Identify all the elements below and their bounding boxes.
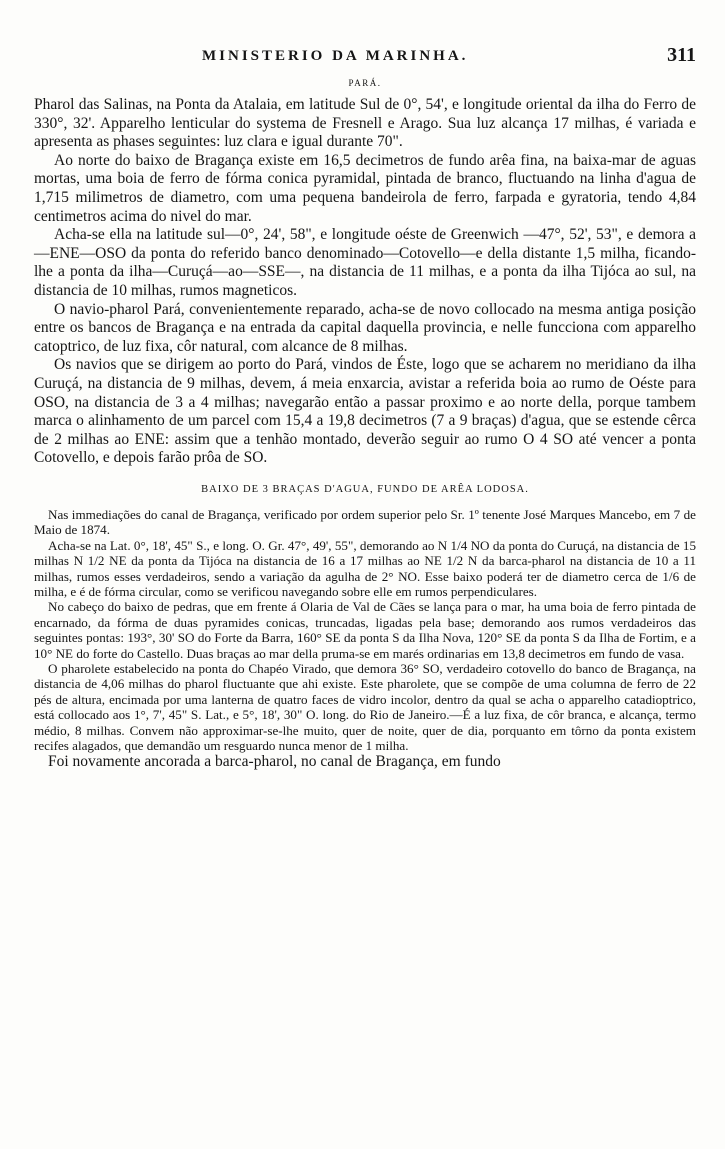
- paragraph-pharolete: O pharolete estabelecido na ponta do Chapéo Virado, que demora 36° SO, verdadeiro cotovello do banco de Bragança, na distancia de 4,06 milhas do pharol fluctuante que ahi existe. Este pharolete, que se compõe de uma columna de ferro de 22 pés de altura, encimada por uma lanterna de quatro faces de vidro incolor, dentro da qual se acha o apparelho catadioptrico, está collocado aos 1°, 7', 45" S. Lat., e 5°, 18', 30" O. long. do Rio de Janeiro.—É a luz fixa, de côr branca, e alcança, termo médio, 8 milhas. Convem não approximar-se-lhe muito, quer de noite, quer de dia, porquanto em tôrno da ponta existem recifes alagados, que demandão um resguardo nunca menor de 1 milha.: [34, 660, 696, 753]
- paragraph-navio-pharol: O navio-pharol Pará, convenientemente reparado, acha-se de novo collocado na mesma antiga posição entre os bancos de Bragança e na entrada da capital daquella provincia, e nelle funcciona com apparelho catoptrico, de luz fixa, côr natural, com alcance de 8 milhas.: [34, 300, 696, 355]
- document-page: [34, 44, 696, 771]
- paragraph-cabeco: No cabeço do baixo de pedras, que em frente á Olaria de Val de Cães se lança para o mar, ha uma boia de ferro pintada de encarnado, da fórma de duas pyramides conicas, truncadas, ligadas pela base; demorando aos rumos verdadeiros das seguintes pontas: 193°, 30' SO do Forte da Barra, 160° SE da ponta S da Ilha Nova, 120° SE da ponta S da Ilha de Fortim, e a 10° NE do forte do Castello. Duas braças ao mar della pruma-se em marés ordinarias em 13,8 decimetros em fundo de vasa.: [34, 599, 696, 661]
- paragraph-immediacoes: Nas immediações do canal de Bragança, verificado por ordem superior pelo Sr. 1º tenente José Marques Mancebo, em 7 de Maio de 1874.: [34, 506, 696, 538]
- paragraph-acha-se: Acha-se na Lat. 0°, 18', 45" S., e long. O. Gr. 47°, 49', 55", demorando ao N 1/4 NO da ponta do Curuçá, na distancia de 15 milhas N 1/2 NE da ponta da Tijóca na distancia de 16 a 17 milhas ao NE 1/2 N da barca-pharol na distancia de 10 a 11 milhas, rumos esses verdadeiros, sendo a variação da agulha de 2° NO. Esse baixo poderá ter de diametro cerca de 1/6 de milha, e é de fórma circular, como se verificou navegando sobre elle em rumos perpendiculares.: [34, 537, 696, 599]
- running-title: MINISTERIO DA MARINHA.: [202, 48, 469, 64]
- subheading-baixo: BAIXO DE 3 BRAÇAS D'AGUA, FUNDO DE ARÊA LODOSA.: [201, 483, 529, 495]
- paragraph-barca-pharol: Foi novamente ancorada a barca-pharol, no canal de Bragança, em fundo: [48, 753, 501, 771]
- paragraph-navios: Os navios que se dirigem ao porto do Pará, vindos de Éste, logo que se acharem no meridiano da ilha Curuçá, na distancia de 9 milhas, devem, á meia enxarcia, avistar a referida boia ao rumo de Oéste para OSO, na distancia de 3 a 4 milhas; navegarão então a passar proximo e ao norte della, porque tambem marca o alinhamento de um parcel com 15,4 a 19,8 decimetros (7 a 9 braças) d'agua, que se estende cêrca de 2 milhas ao ENE: assim que a tenhão montado, deverão seguir ao rumo O 4 SO até vencer a ponta Cotovello, e depois farão prôa de SO.: [34, 356, 696, 467]
- paragraph-pharol-salinas: Pharol das Salinas, na Ponta da Atalaia, em latitude Sul de 0°, 54', e longitude oriental da ilha do Ferro de 330°, 32'. Apparelho lenticular do systema de Fresnell e Arago. Sua luz alcança 17 milhas, é variada e apresenta as phases seguintes: luz clara e igual durante 70".: [34, 96, 696, 151]
- page-number: 311: [667, 44, 696, 66]
- paragraph-boia-braganca: Ao norte do baixo de Bragança existe em 16,5 decimetros de fundo arêa fina, na baixa-mar de aguas mortas, uma boia de ferro de fórma conica pyramidal, pintada de branco, fluctuando na linha d'agua de 1,715 milimetros de diametro, com uma pequena bandeirola de ferro, farpada e gyratoria, tendo 4,84 centimetros acima do nivel do mar.: [34, 151, 696, 225]
- paragraph-latitude: Acha-se ella na latitude sul—0°, 24', 58", e longitude oéste de Greenwich —47°, 52', 53", e demora a—ENE—OSO da ponta do referido banco denominado—Cotovello—e della distante 1,5 milha, ficando-lhe a ponta da ilha—Curuçá—ao—SSE—, na distancia de 11 milhas, e a ponta da ilha Tijóca ao sul, na distancia de 10 milhas, rumos magneticos.: [34, 226, 696, 299]
- page-header: [34, 44, 696, 68]
- section-heading: PARÁ.: [348, 78, 382, 88]
